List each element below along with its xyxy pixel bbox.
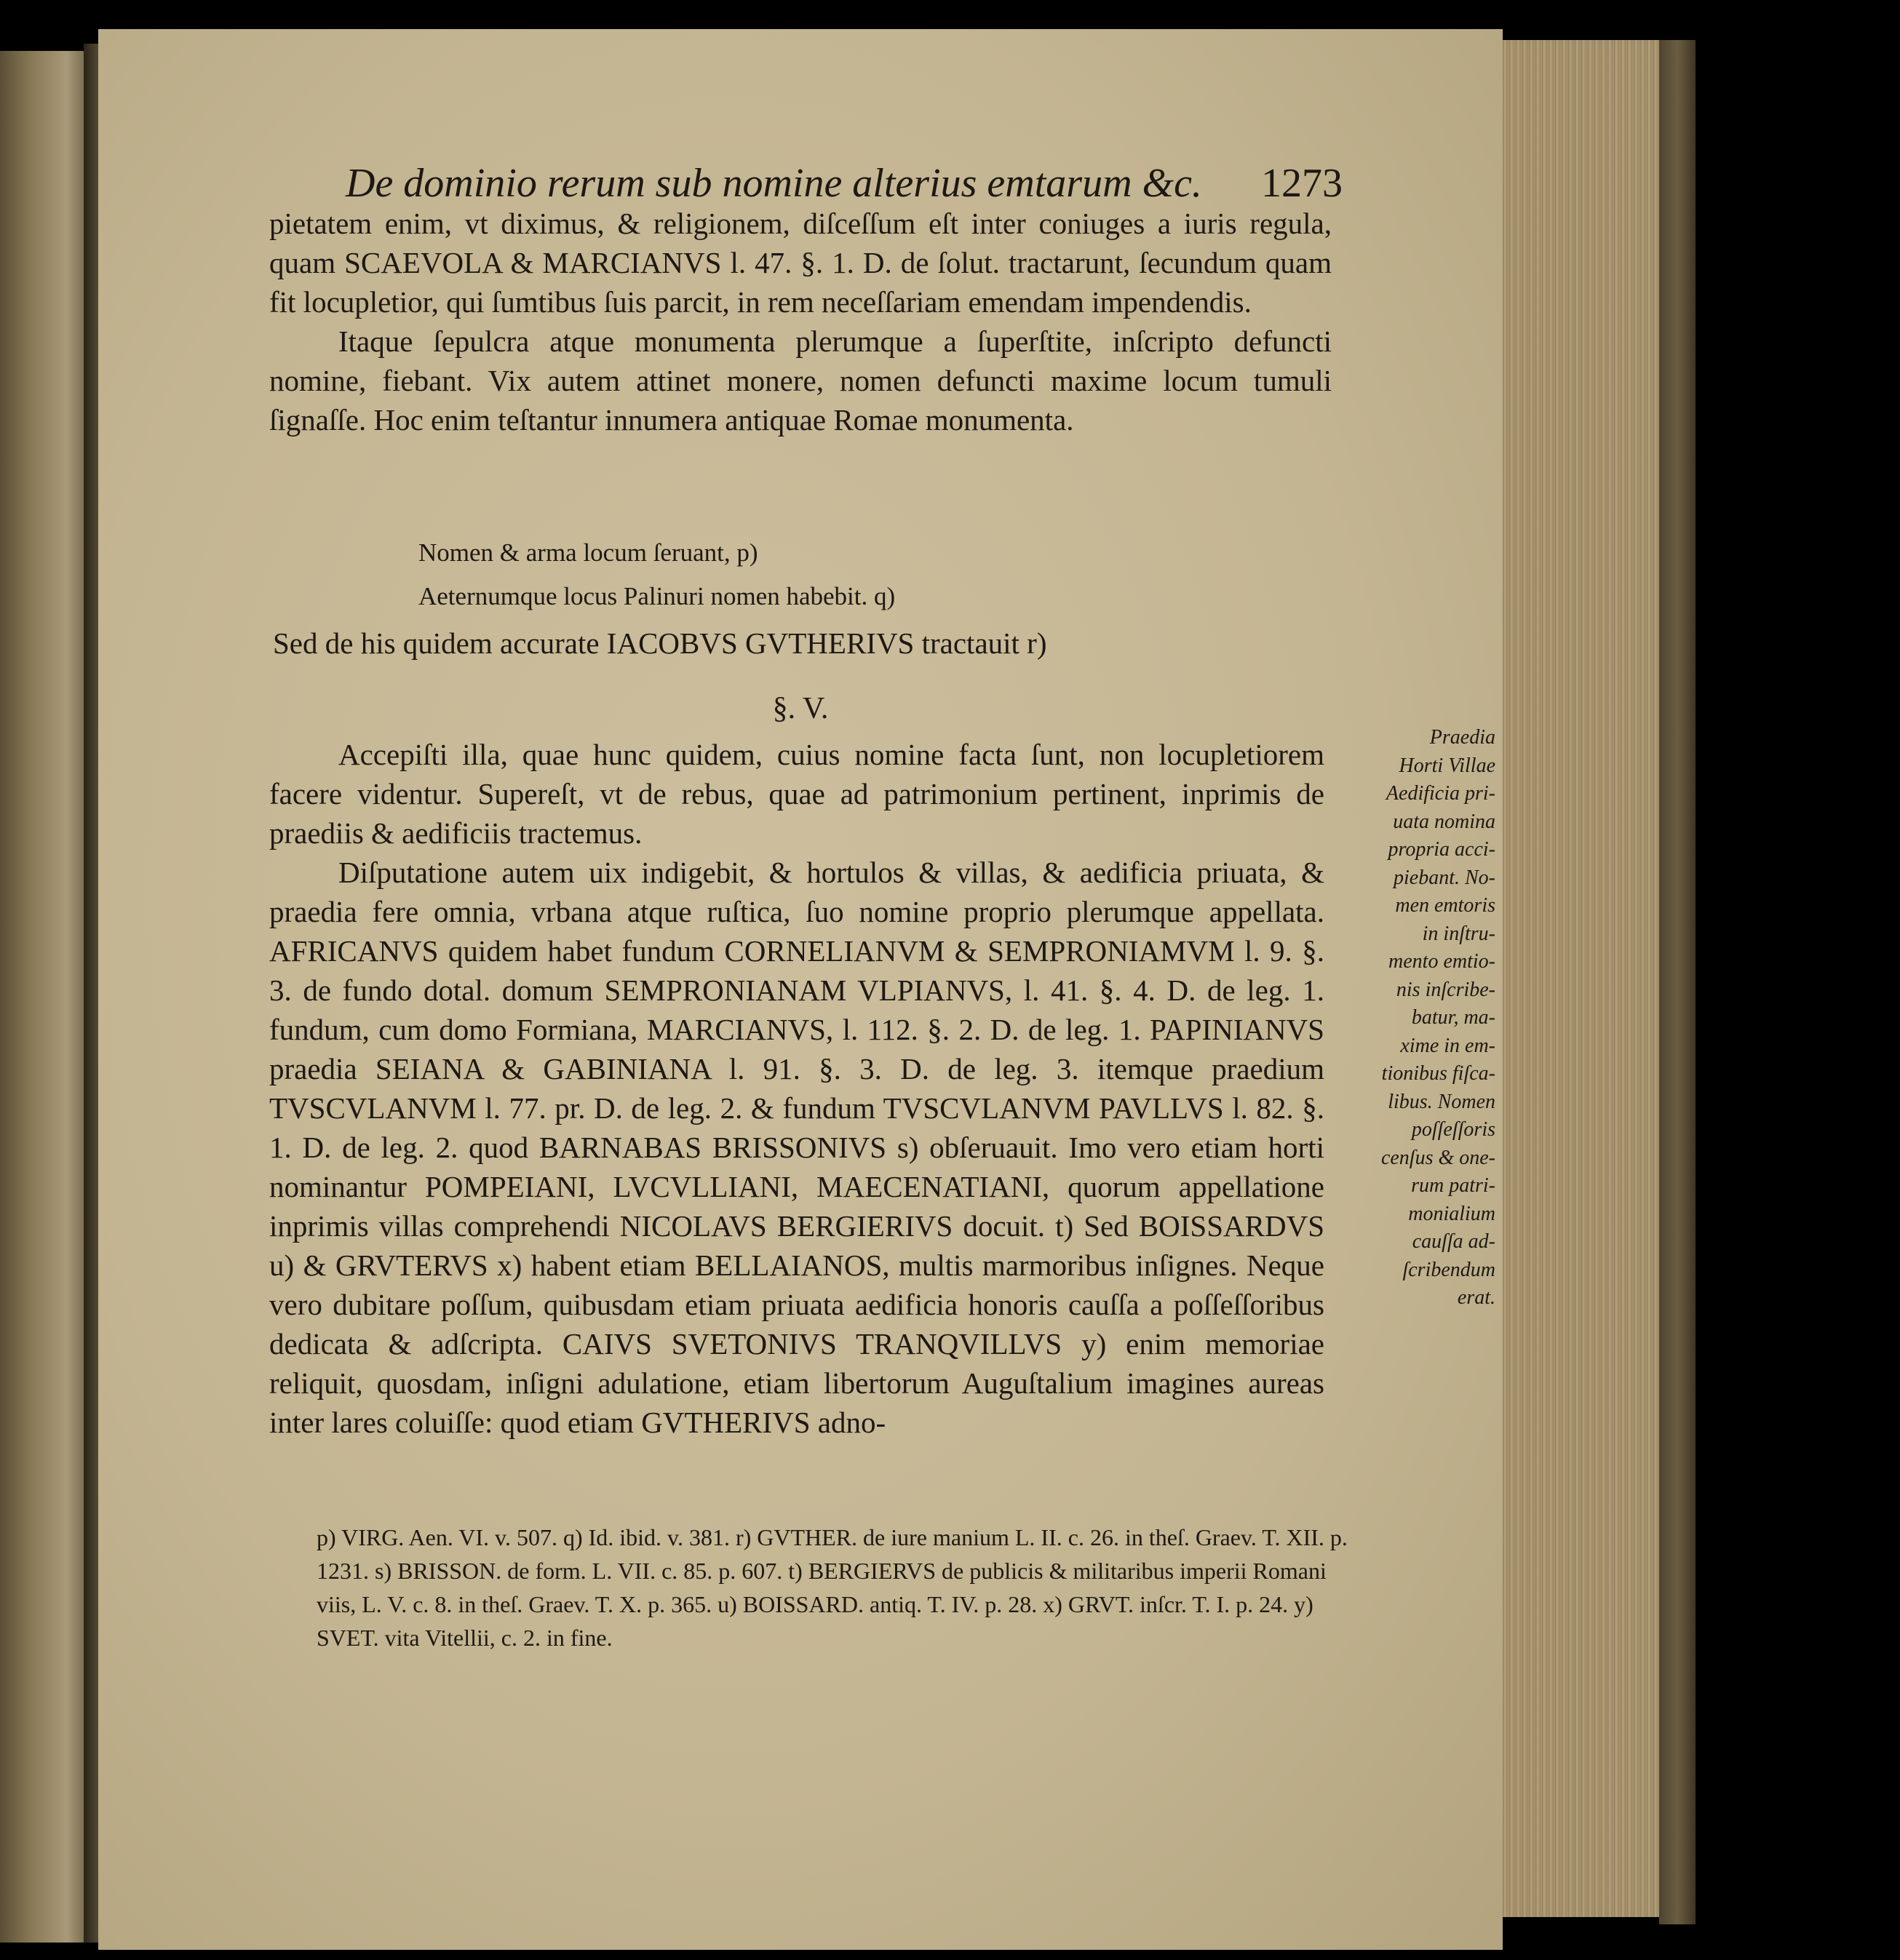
- running-header: [346, 160, 1343, 207]
- margin-note-line: piebant. No-: [1394, 866, 1495, 889]
- verse-quote: [418, 531, 1146, 618]
- page-number: 1273: [1261, 161, 1343, 206]
- margin-note-line: rum patri-: [1411, 1174, 1495, 1197]
- margin-note-line: nis inſcribe-: [1396, 978, 1495, 1001]
- margin-note-line: xime in em-: [1400, 1034, 1495, 1057]
- opening-paragraphs: [269, 204, 1332, 439]
- margin-note-line: libus. Nomen: [1388, 1090, 1495, 1113]
- concluding-line: Sed de his quidem accurate IACOBVS GVTHERIVS tractauit r): [273, 626, 1047, 660]
- quote-line-1: Nomen & arma locum ſeruant, p): [418, 538, 758, 567]
- margin-note-line: monialium: [1408, 1202, 1495, 1225]
- margin-note-line: cauſſa ad-: [1412, 1230, 1495, 1253]
- section-paragraph-2: Diſputatione autem uix indigebit, & hortulos & villas, & aedificia priuata, & praedia fere omnia, vrbana atque ruſtica, ſuo nomine proprio plerumque appellata. AFRICANVS quidem habet fundum CORNELIANVM & SEMPRONIAMVM l. 9. §. 3. de fundo dotal. domum SEMPRONIANAM VLPIANVS, l. 41. §. 4. D. de leg. 1. fundum, cum domo Formiana, MARCIANVS, l. 112. §. 2. D. de leg. 1. PAPINIANVS praedia SEIANA & GABINIANA l. 91. §. 3. D. de leg. 3. itemque praedium TVSCVLANVM l. 77. pr. D. de leg. 2. & fundum TVSCVLANVM PAVLLVS l. 82. §. 1. D. de leg. 2. quod BARNABAS BRISSONIVS s) obſeruauit. Imo vero etiam horti nominantur POMPEIANI, LVCVLLIANI, MAECENATIANI, quorum appellatione inprimis villas comprehendi NICOLAVS BERGIERIVS docuit. t) Sed BOISSARDVS u) & GRVTERVS x) habent etiam BELLAIANOS, multis marmoribus inſignes. Neque vero dubitare poſſum, quibusdam etiam priuata aedificia honoris cauſſa a poſſeſſoribus dedicata & adſcripta. CAIVS SVETONIVS TRANQVILLVS y) enim memoriae reliquit, quosdam, inſigni adulatione, etiam libertorum Auguſtalium imagines aureas inter lares coluiſſe: quod etiam GVTHERIVS adno-: [269, 856, 1324, 1439]
- paragraph-1: pietatem enim, vt diximus, & religionem, diſceſſum eſt inter coniuges a iuris regula, quam SCAEVOLA & MARCIANVS l. 47. §. 1. D. de ſolut. tractarunt, ſecundum quam fit locupletior, qui ſumtibus ſuis parcit, in rem neceſſariam emendam impendendis.: [269, 207, 1332, 319]
- margin-note-line: propria acci-: [1388, 838, 1495, 861]
- section-heading: §. V.: [772, 692, 829, 725]
- header-title: De dominio rerum sub nomine alterius emtarum &c.: [346, 161, 1202, 206]
- margin-note-line: tionibus fiſca-: [1381, 1062, 1495, 1085]
- margin-note-line: Aedificia pri-: [1386, 782, 1495, 805]
- left-page-edge: [0, 51, 84, 1943]
- section-body: [269, 735, 1324, 1442]
- quote-line-2: Aeternumque locus Palinuri nomen habebit. q): [418, 582, 896, 610]
- margin-note-line: mento emtio-: [1388, 950, 1495, 973]
- book-cover-edge: [1659, 40, 1696, 1924]
- margin-note-line: batur, ma-: [1411, 1006, 1495, 1029]
- footnotes: [317, 1521, 1350, 1654]
- margin-note-line: erat.: [1457, 1286, 1495, 1309]
- section-paragraph-1: Accepiſti illa, quae hunc quidem, cuius nomine facta ſunt, non locupletiorem facere videntur. Supereſt, vt de rebus, quae ad patrimonium pertinent, inprimis de praediis & aedificiis tractemus.: [269, 738, 1324, 850]
- margin-note-line: men emtoris: [1395, 894, 1495, 917]
- margin-note-line: cenſus & one-: [1380, 1146, 1495, 1169]
- book-page: [98, 29, 1503, 1950]
- margin-note-line: in inſtru-: [1422, 922, 1495, 945]
- margin-note-line: ſcribendum: [1402, 1258, 1495, 1281]
- page-block-edge: [1503, 40, 1659, 1917]
- margin-note-line: uata nomina: [1393, 810, 1495, 833]
- margin-note: [1332, 724, 1495, 1312]
- margin-note-line: Horti Villae: [1399, 754, 1495, 777]
- paragraph-2: Itaque ſepulcra atque monumenta plerumque a ſuperſtite, inſcripto defuncti nomine, fiebant. Vix autem attinet monere, nomen defuncti maxime locum tumuli ſignaſſe. Hoc enim teſtantur innumera antiquae Romae monumenta.: [269, 324, 1332, 437]
- footnote-block: p) VIRG. Aen. VI. v. 507. q) Id. ibid. v. 381. r) GVTHER. de iure manium L. II. c. 26. in theſ. Graev. T. XII. p. 1231. s) BRISSON. de form. L. VII. c. 85. p. 607. t) BERGIERVS de publicis & militaribus imperii Romani viis, L. V. c. 8. in theſ. Graev. T. X. p. 365. u) BOISSARD. antiq. T. IV. p. 28. x) GRVT. inſcr. T. I. p. 24. y) SVET. vita Vitellii, c. 2. in fine.: [317, 1524, 1348, 1651]
- margin-note-line: Praedia: [1429, 726, 1495, 749]
- margin-note-line: poſſeſſoris: [1411, 1118, 1495, 1141]
